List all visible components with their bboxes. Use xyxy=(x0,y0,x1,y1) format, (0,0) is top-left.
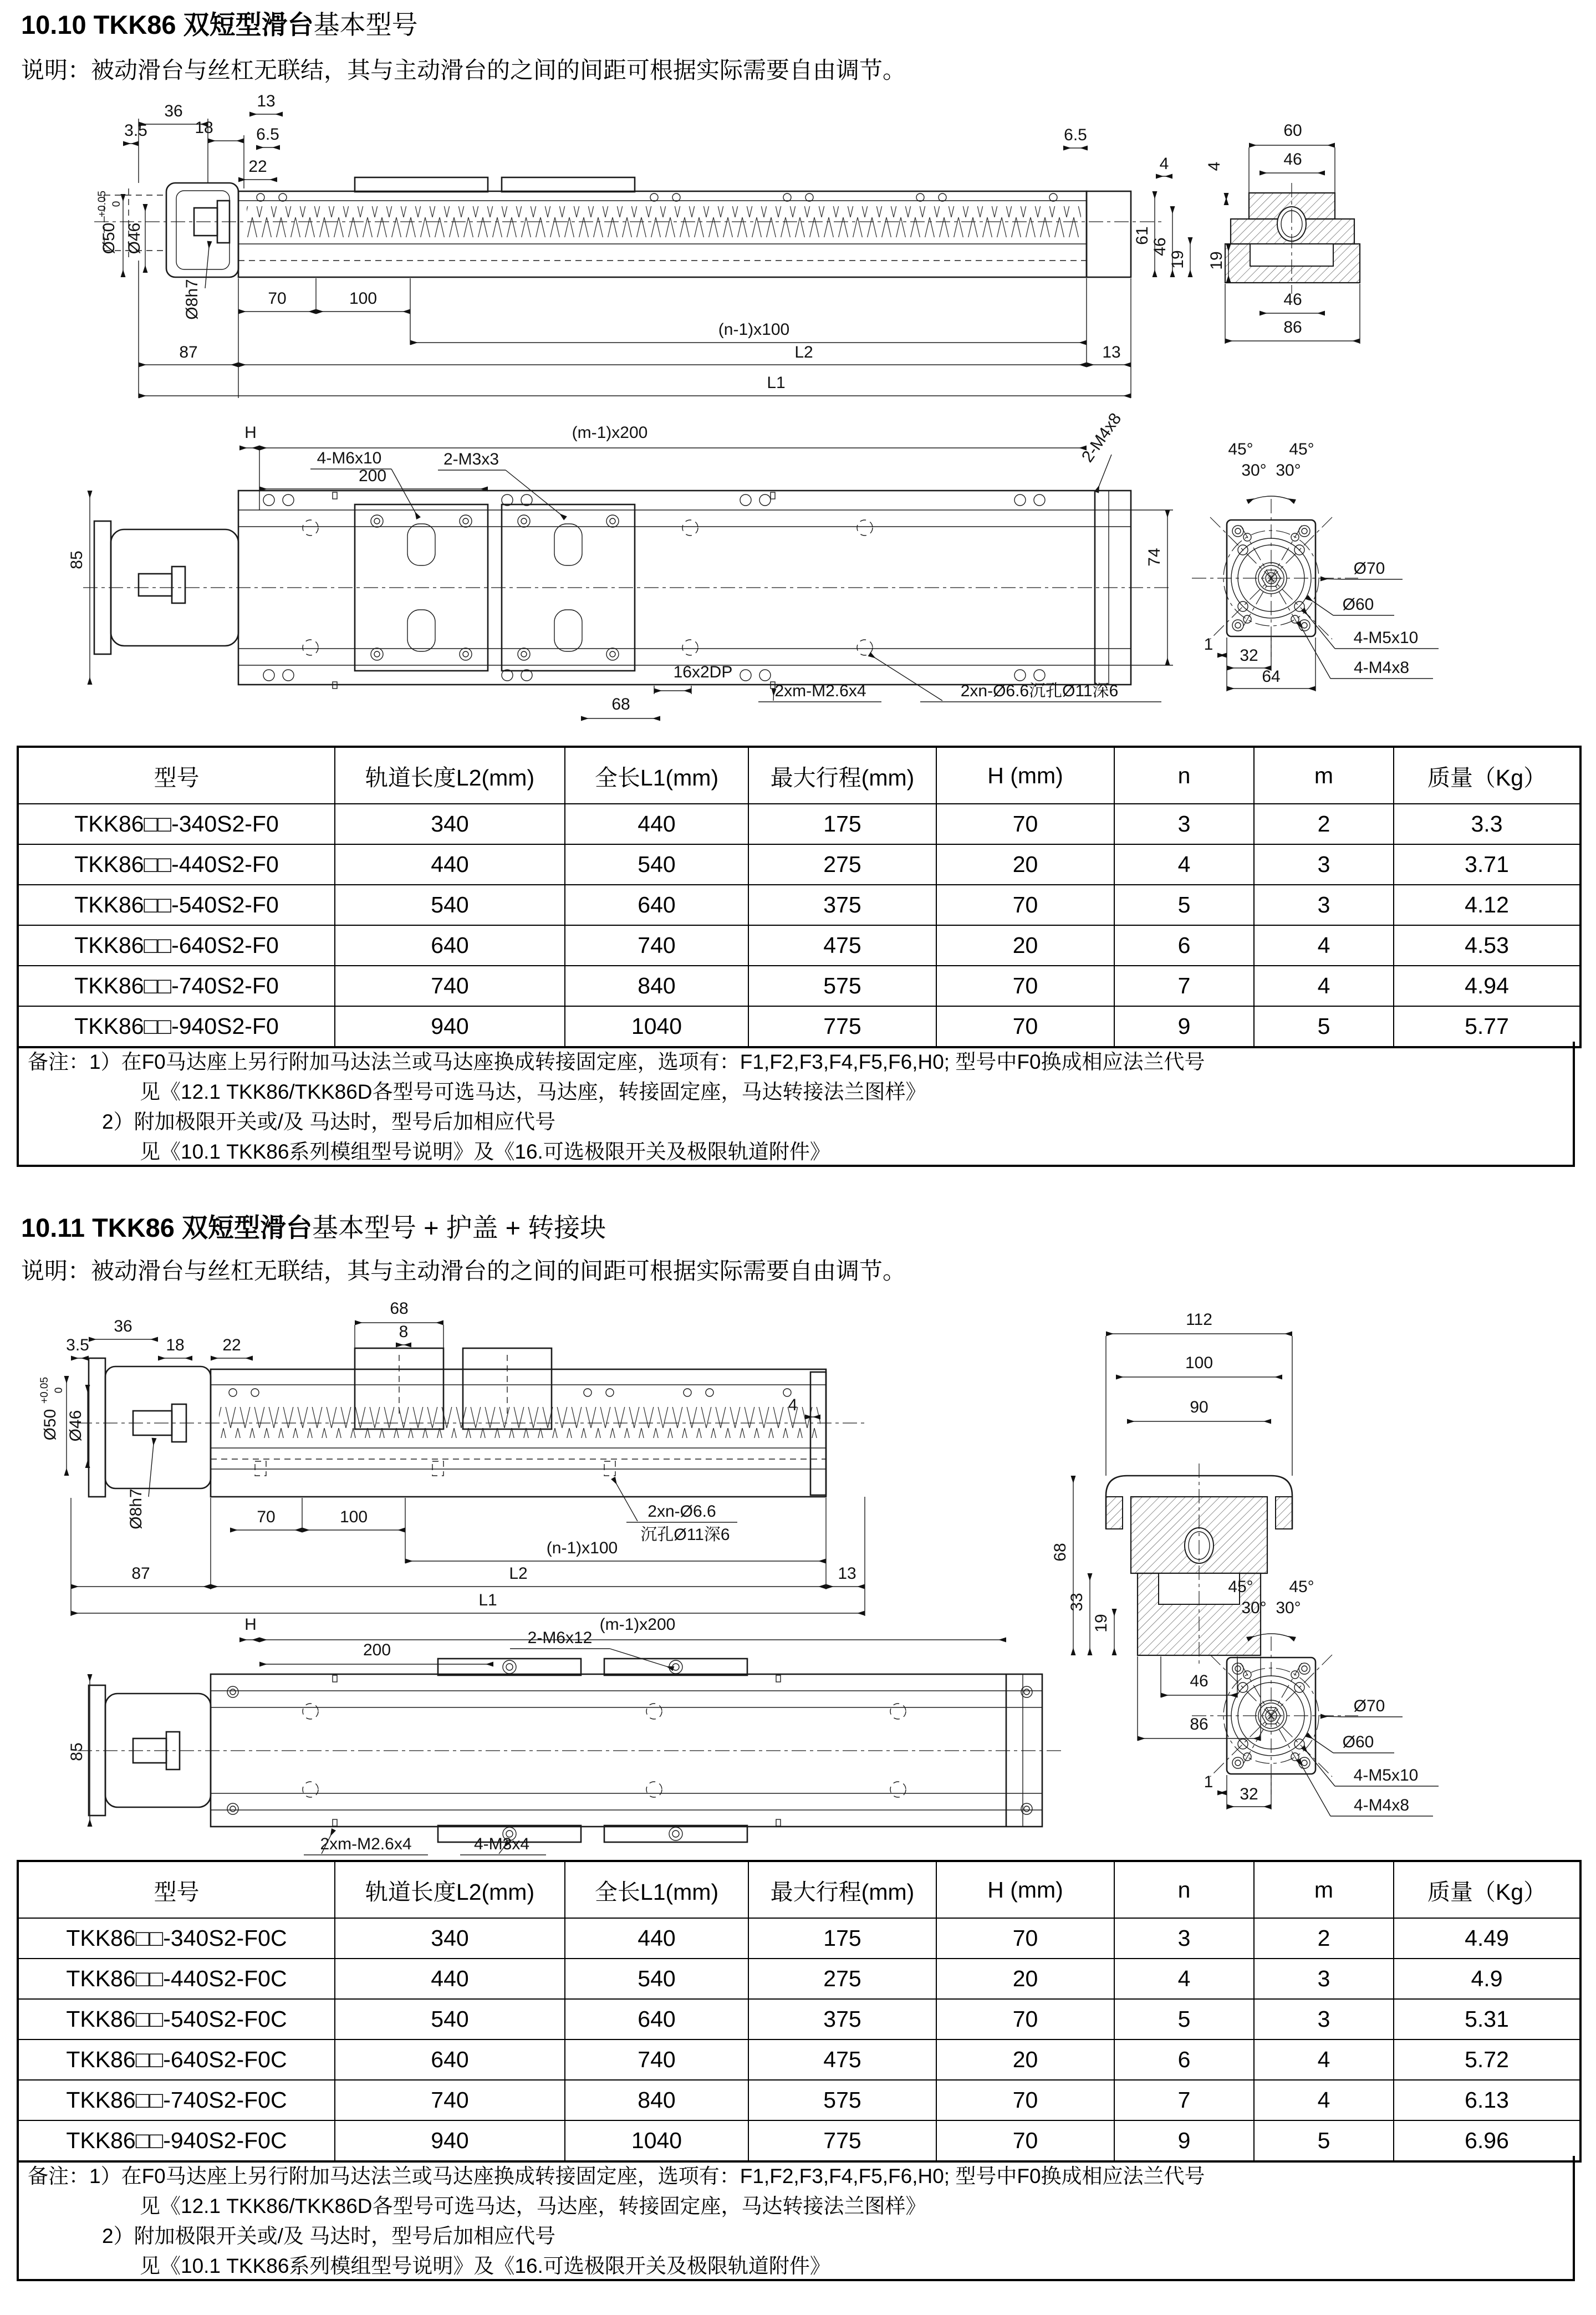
end-view xyxy=(1192,440,1439,691)
cell-model: TKK86□□-540S2-F0C xyxy=(18,1999,335,2039)
cell: 4.49 xyxy=(1394,1918,1580,1959)
dim-label: 30° xyxy=(1241,461,1267,480)
table-1 xyxy=(17,746,1582,1048)
cell: 640 xyxy=(335,925,565,966)
cell: 375 xyxy=(748,1999,936,2039)
col-header: n xyxy=(1114,747,1254,804)
cell: 440 xyxy=(335,1959,565,1999)
cell: 70 xyxy=(936,966,1114,1006)
cell: 6 xyxy=(1114,925,1254,966)
cell: 70 xyxy=(936,1918,1114,1959)
cell: 6 xyxy=(1114,2039,1254,2080)
cell: 3 xyxy=(1254,1959,1394,1999)
cell-model: TKK86□□-940S2-F0C xyxy=(18,2120,335,2161)
cell-model: TKK86□□-740S2-F0C xyxy=(18,2080,335,2120)
cell: 1040 xyxy=(565,2120,748,2161)
dim-label: Ø60 xyxy=(1342,1733,1374,1751)
cell: 3.3 xyxy=(1394,804,1580,844)
cell: 5 xyxy=(1254,1006,1394,1047)
dim-label: 2xm-M2.6x4 xyxy=(320,1835,412,1853)
dim-label: 112 xyxy=(1186,1311,1212,1329)
cell: 2 xyxy=(1254,1918,1394,1959)
notes-line: 2）附加极限开关或/及 马达时，型号后加相应代号 xyxy=(102,1110,556,1133)
dim-tolerance: +0.05 xyxy=(39,1376,50,1404)
section-1-number: 10.10 TKK86 xyxy=(21,10,176,39)
dim-label: 3.5 xyxy=(66,1336,89,1354)
cell: 540 xyxy=(565,844,748,885)
dim-label: 2-M6x12 xyxy=(527,1629,593,1647)
notes-line: 备注：1）在F0马达座上另行附加马达法兰或马达座换成转接固定座，选项有：F1,F2,F3,F4,F5,F6,H0; 型号中F0换成相应法兰代号 xyxy=(28,2165,1205,2187)
cell: 70 xyxy=(936,2080,1114,2120)
cell: 20 xyxy=(936,1959,1114,1999)
table-row xyxy=(18,925,1580,966)
section-2-heading xyxy=(21,1207,606,1245)
dim-label: 30° xyxy=(1241,1599,1267,1617)
cell: 9 xyxy=(1114,2120,1254,2161)
cell: 775 xyxy=(748,1006,936,1047)
cell: 3 xyxy=(1254,1999,1394,2039)
cell: 940 xyxy=(335,1006,565,1047)
notes-line: 见《10.1 TKK86系列模组型号说明》及《16.可选极限开关及极限轨道附件》 xyxy=(140,1140,830,1163)
cell-model: TKK86□□-340S2-F0C xyxy=(18,1918,335,1959)
dim-label: 6.5 xyxy=(256,125,279,144)
cell-model: TKK86□□-640S2-F0 xyxy=(18,925,335,966)
cell: 275 xyxy=(748,844,936,885)
drawing-1 xyxy=(0,91,1596,748)
notes-line: 2）附加极限开关或/及 马达时，型号后加相应代号 xyxy=(102,2225,556,2247)
section-view-covered xyxy=(1051,1311,1292,1741)
dim-label: L2 xyxy=(509,1564,528,1583)
dim-label: 30° xyxy=(1276,1599,1301,1617)
cell: 940 xyxy=(335,2120,565,2161)
cell: 5.77 xyxy=(1394,1006,1580,1047)
dim-label: 6.5 xyxy=(1064,126,1087,144)
cell: 5 xyxy=(1114,885,1254,925)
cell-model: TKK86□□-340S2-F0 xyxy=(18,804,335,844)
dim-label: 2-M4x8 xyxy=(1078,410,1125,466)
table-row xyxy=(18,1006,1580,1047)
cell: 4 xyxy=(1114,1959,1254,1999)
dim-label: Ø8h7 xyxy=(183,279,201,320)
cell: 740 xyxy=(565,925,748,966)
dim-tolerance: 0 xyxy=(111,201,123,207)
cell: 840 xyxy=(565,966,748,1006)
notes-line: 见《10.1 TKK86系列模组型号说明》及《16.可选极限开关及极限轨道附件》 xyxy=(140,2255,830,2277)
dim-label: Ø50 xyxy=(100,222,118,254)
cell: 70 xyxy=(936,1999,1114,2039)
cell: 20 xyxy=(936,2039,1114,2080)
notes-line: 见《12.1 TKK86/TKK86D各型号可选马达，马达座，转接固定座，马达转接法兰图样》 xyxy=(140,2195,926,2217)
side-view-covered-dimensions xyxy=(39,1299,865,1616)
cell: 3 xyxy=(1254,885,1394,925)
table-row xyxy=(18,844,1580,885)
cell: 3.71 xyxy=(1394,844,1580,885)
dim-label: 70 xyxy=(257,1508,276,1526)
dim-label: 64 xyxy=(1262,667,1281,686)
cell: 3 xyxy=(1114,1918,1254,1959)
col-header: 型号 xyxy=(18,1861,335,1918)
cell: 20 xyxy=(936,925,1114,966)
col-header: 质量（Kg） xyxy=(1394,1861,1580,1918)
cell: 4.94 xyxy=(1394,966,1580,1006)
cell: 740 xyxy=(335,966,565,1006)
dim-label: 46 xyxy=(1190,1672,1209,1690)
dim-label: 22 xyxy=(222,1336,241,1354)
dim-label: 4-M6x10 xyxy=(317,449,382,467)
cell: 475 xyxy=(748,2039,936,2080)
cell: 5.72 xyxy=(1394,2039,1580,2080)
section-2-product: 双短型滑台 xyxy=(182,1213,313,1242)
cell-model: TKK86□□-640S2-F0C xyxy=(18,2039,335,2080)
table-row xyxy=(18,2080,1580,2120)
col-header: 全长L1(mm) xyxy=(565,1861,748,1918)
dim-label: H xyxy=(244,1615,257,1634)
dim-label: 19 xyxy=(1092,1614,1110,1633)
cell: 1040 xyxy=(565,1006,748,1047)
cell: 575 xyxy=(748,2080,936,2120)
notes-block-1 xyxy=(17,1042,1575,1167)
cell: 3 xyxy=(1254,844,1394,885)
cell: 7 xyxy=(1114,966,1254,1006)
dim-label: 2xn-Ø6.6 xyxy=(647,1502,716,1521)
cell: 70 xyxy=(936,1006,1114,1047)
dim-label: (m-1)x200 xyxy=(599,1615,676,1634)
dim-label: 87 xyxy=(179,343,198,361)
section-2-number: 10.11 TKK86 xyxy=(21,1213,175,1242)
dim-label: 60 xyxy=(1283,121,1302,140)
dim-label: 4-M4x8 xyxy=(1353,659,1410,677)
dim-label: 200 xyxy=(363,1641,391,1659)
dim-label: 45° xyxy=(1289,440,1314,458)
plan-view-covered xyxy=(68,1615,1064,1855)
notes-block-2 xyxy=(17,2156,1575,2281)
col-header: 质量（Kg） xyxy=(1394,747,1580,804)
col-header: 型号 xyxy=(18,747,335,804)
dim-label: 4 xyxy=(788,1396,798,1414)
cell: 175 xyxy=(748,804,936,844)
dim-label: L1 xyxy=(478,1591,497,1609)
cell: 4.53 xyxy=(1394,925,1580,966)
dim-label: 13 xyxy=(257,92,276,110)
cell: 475 xyxy=(748,925,936,966)
dim-label: L1 xyxy=(767,374,786,392)
cell: 775 xyxy=(748,2120,936,2161)
section-1-product: 双短型滑台 xyxy=(183,10,314,39)
dim-label: 46 xyxy=(1151,237,1169,256)
cell-model: TKK86□□-540S2-F0 xyxy=(18,885,335,925)
dim-label: 1 xyxy=(1204,1773,1213,1791)
table-header-row xyxy=(18,747,1580,804)
dim-label: 4-M5x10 xyxy=(1353,629,1419,647)
dim-label: Ø70 xyxy=(1353,1697,1385,1715)
cell: 575 xyxy=(748,966,936,1006)
cell: 375 xyxy=(748,885,936,925)
dim-label: Ø60 xyxy=(1342,595,1374,614)
dim-label: 200 xyxy=(358,467,387,485)
cell: 540 xyxy=(335,1999,565,2039)
col-header: 最大行程(mm) xyxy=(748,1861,936,1918)
notes-line: 见《12.1 TKK86/TKK86D各型号可选马达，马达座，转接固定座，马达转接法兰图样》 xyxy=(140,1080,926,1103)
cell: 540 xyxy=(565,1959,748,1999)
dim-label: 33 xyxy=(1068,1593,1086,1612)
table-row xyxy=(18,1959,1580,1999)
table-row xyxy=(18,966,1580,1006)
dim-label: Ø70 xyxy=(1353,559,1385,578)
cell-model: TKK86□□-440S2-F0 xyxy=(18,844,335,885)
col-header: 最大行程(mm) xyxy=(748,747,936,804)
dim-label: 68 xyxy=(1051,1543,1069,1562)
cell: 440 xyxy=(335,844,565,885)
cell: 7 xyxy=(1114,2080,1254,2120)
cell: 4 xyxy=(1254,2080,1394,2120)
dim-label: 70 xyxy=(268,289,287,308)
cell: 70 xyxy=(936,2120,1114,2161)
dim-label: 46 xyxy=(1283,290,1302,309)
col-header: m xyxy=(1254,1861,1394,1918)
cell: 6.96 xyxy=(1394,2120,1580,2161)
table-row xyxy=(18,1999,1580,2039)
plan-view xyxy=(68,410,1173,718)
dim-label: 2-M3x3 xyxy=(443,450,499,468)
cell: 4 xyxy=(1254,966,1394,1006)
col-header: n xyxy=(1114,1861,1254,1918)
cell: 70 xyxy=(936,804,1114,844)
cell: 175 xyxy=(748,1918,936,1959)
table-row xyxy=(18,804,1580,844)
cell: 5 xyxy=(1114,1999,1254,2039)
dim-label: 30° xyxy=(1276,461,1301,480)
dim-label: 45° xyxy=(1228,440,1253,458)
dim-label: H xyxy=(244,424,257,442)
table-header-row xyxy=(18,1861,1580,1918)
dim-label: 18 xyxy=(166,1336,185,1354)
dim-label: 86 xyxy=(1283,318,1302,336)
dim-label: 32 xyxy=(1240,1785,1258,1803)
section-view xyxy=(1205,121,1360,344)
dim-label: 4 xyxy=(1205,161,1223,171)
dim-label: (n-1)x100 xyxy=(718,320,790,339)
cell: 4 xyxy=(1114,844,1254,885)
dim-label: 85 xyxy=(68,550,86,569)
dim-label: 2xm-M2.6x4 xyxy=(774,682,866,700)
dim-label: 36 xyxy=(114,1317,132,1335)
cell: 9 xyxy=(1114,1006,1254,1047)
dim-label: 19 xyxy=(1169,250,1187,269)
dim-label: 90 xyxy=(1190,1398,1209,1416)
dim-label: Ø46 xyxy=(125,222,144,254)
dim-label: 沉孔Ø11深6 xyxy=(640,1526,730,1544)
dim-tolerance: 0 xyxy=(53,1387,65,1394)
dim-label: (n-1)x100 xyxy=(546,1539,618,1557)
cell: 4 xyxy=(1254,2039,1394,2080)
dim-label: 100 xyxy=(1185,1354,1213,1372)
dim-label: 32 xyxy=(1240,646,1258,665)
dim-label: 4-M4x8 xyxy=(1353,1796,1410,1814)
cell: 340 xyxy=(335,1918,565,1959)
cell: 440 xyxy=(565,804,748,844)
dim-label: Ø8h7 xyxy=(127,1488,145,1529)
cell: 640 xyxy=(565,885,748,925)
cell: 20 xyxy=(936,844,1114,885)
cell: 275 xyxy=(748,1959,936,1999)
cell: 640 xyxy=(565,1999,748,2039)
cell: 3 xyxy=(1114,804,1254,844)
dim-label: 18 xyxy=(195,119,213,137)
cell: 540 xyxy=(335,885,565,925)
cell: 5.31 xyxy=(1394,1999,1580,2039)
table-row xyxy=(18,885,1580,925)
side-view xyxy=(94,177,1164,277)
dim-label: 68 xyxy=(390,1299,409,1318)
dim-label: 2xn-Ø6.6沉孔Ø11深6 xyxy=(960,682,1119,700)
table-2 xyxy=(17,1860,1582,2163)
col-header: 轨道长度L2(mm) xyxy=(335,747,565,804)
dim-label: (m-1)x200 xyxy=(572,424,648,442)
cell: 6.13 xyxy=(1394,2080,1580,2120)
cell: 840 xyxy=(565,2080,748,2120)
cell: 640 xyxy=(335,2039,565,2080)
col-header: H (mm) xyxy=(936,1861,1114,1918)
cell: 70 xyxy=(936,885,1114,925)
dim-label: 74 xyxy=(1145,548,1164,567)
dim-label: 45° xyxy=(1228,1578,1253,1596)
table-row xyxy=(18,2039,1580,2080)
dim-label: 85 xyxy=(68,1742,86,1761)
dim-label: 46 xyxy=(1283,150,1302,169)
cell: 4 xyxy=(1254,925,1394,966)
dim-tolerance: +0.05 xyxy=(96,190,108,218)
table-row xyxy=(18,2120,1580,2161)
dim-label: 4-M3x4 xyxy=(473,1835,530,1853)
dim-label: 1 xyxy=(1204,635,1213,654)
dim-label: 13 xyxy=(838,1564,856,1583)
drawing-2 xyxy=(0,1292,1596,1857)
dim-label: 4-M5x10 xyxy=(1353,1766,1419,1784)
dim-label: 13 xyxy=(1102,343,1121,361)
cell: 440 xyxy=(565,1918,748,1959)
dim-label: 16x2DP xyxy=(673,663,733,681)
dim-label: 3.5 xyxy=(124,121,147,140)
dim-label: 100 xyxy=(339,1508,368,1526)
dim-label: L2 xyxy=(794,343,813,361)
dim-label: Ø46 xyxy=(67,1410,85,1442)
cell: 740 xyxy=(335,2080,565,2120)
dim-label: 100 xyxy=(349,289,378,308)
dim-label: Ø50 xyxy=(41,1409,59,1441)
cell-model: TKK86□□-740S2-F0 xyxy=(18,966,335,1006)
dim-label: 45° xyxy=(1289,1578,1314,1596)
dim-label: 86 xyxy=(1190,1715,1209,1733)
col-header: 轨道长度L2(mm) xyxy=(335,1861,565,1918)
section-1-heading xyxy=(21,4,418,42)
cell-model: TKK86□□-940S2-F0 xyxy=(18,1006,335,1047)
cell: 340 xyxy=(335,804,565,844)
col-header: m xyxy=(1254,747,1394,804)
dim-label: 22 xyxy=(248,157,267,176)
col-header: H (mm) xyxy=(936,747,1114,804)
section-2-suffix: 基本型号 + 护盖 + 转接块 xyxy=(312,1213,606,1242)
dim-label: 19 xyxy=(1207,251,1226,270)
dim-label: 68 xyxy=(611,695,630,713)
dim-label: 61 xyxy=(1133,226,1151,245)
table-row xyxy=(18,1918,1580,1959)
cell: 4.9 xyxy=(1394,1959,1580,1999)
cell: 5 xyxy=(1254,2120,1394,2161)
notes-line: 备注：1）在F0马达座上另行附加马达法兰或马达座换成转接固定座，选项有：F1,F2,F3,F4,F5,F6,H0; 型号中F0换成相应法兰代号 xyxy=(28,1051,1205,1073)
section-1-description: 说明：被动滑台与丝杠无联结，其与主动滑台的之间的间距可根据实际需要自由调节。 xyxy=(21,57,906,83)
cell: 4.12 xyxy=(1394,885,1580,925)
dim-label: 8 xyxy=(399,1323,409,1341)
section-2-description: 说明：被动滑台与丝杠无联结，其与主动滑台的之间的间距可根据实际需要自由调节。 xyxy=(21,1258,906,1284)
cell: 2 xyxy=(1254,804,1394,844)
section-1-suffix: 基本型号 xyxy=(313,10,418,39)
cell-model: TKK86□□-440S2-F0C xyxy=(18,1959,335,1999)
dim-label: 87 xyxy=(131,1564,150,1583)
side-view-dimensions xyxy=(96,92,1190,398)
side-view-covered xyxy=(78,1348,865,1497)
col-header: 全长L1(mm) xyxy=(565,747,748,804)
dim-label: 36 xyxy=(164,102,183,120)
cell: 740 xyxy=(565,2039,748,2080)
dim-label: 4 xyxy=(1159,155,1169,173)
